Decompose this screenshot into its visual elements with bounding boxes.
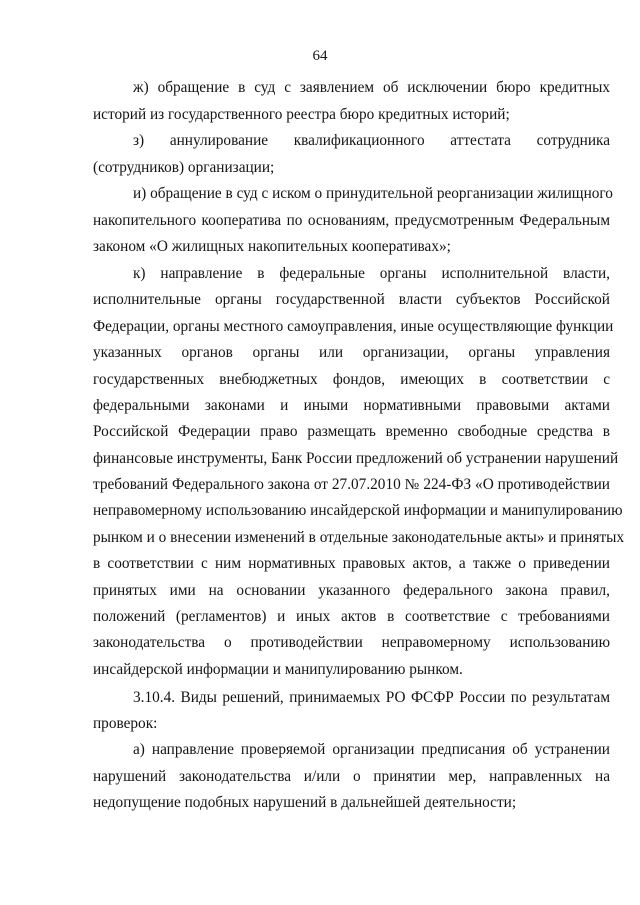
text-line: (сотрудников) организации; (93, 159, 275, 176)
text-line: рынком и о внесении изменений в отдельные законодательные акты» и принятых (93, 529, 625, 546)
text-line: и) обращение в суд с иском о принудительной реорганизации жилищного (133, 185, 613, 202)
text-line: Российской Федерации право размещать временно свободные средства в (93, 423, 610, 440)
text-line: государственных внебюджетных фондов, имеющих в соответствии с (93, 371, 610, 388)
text-line: принятых ими на основании указанного федерального закона правил, (93, 582, 610, 599)
text-line: законом «О жилищных накопительных кооперативах»; (93, 238, 451, 255)
text-line: федеральными законами и иными нормативными правовыми актами (93, 397, 610, 414)
text-line: исполнительные органы государственной власти субъектов Российской (93, 291, 610, 308)
text-line: ж) обращение в суд с заявлением об исключении бюро кредитных (133, 79, 610, 96)
text-line: требований Федерального закона от 27.07.2010 № 224-ФЗ «О противодействии (93, 476, 610, 493)
text-line: а) направление проверяемой организации предписания об устранении (133, 741, 610, 758)
text-line: указанных органов органы или организации, органы управления (93, 344, 610, 361)
text-line: 3.10.4. Виды решений, принимаемых РО ФСФР России по результатам (133, 689, 610, 706)
text-line: з) аннулирование квалификационного аттестата сотрудника (133, 132, 610, 149)
text-line: финансовые инструменты, Банк России предложений об устранении нарушений (93, 450, 619, 467)
text-line: в соответствии с ним нормативных правовых актов, а также о приведении (93, 555, 610, 572)
text-line: неправомерному использованию инсайдерской информации и манипулированию (93, 502, 623, 519)
text-line: положений (регламентов) и иных актов в соответствие с требованиями (93, 608, 610, 625)
text-line: к) направление в федеральные органы исполнительной власти, (133, 265, 610, 282)
text-line: законодательства о противодействии неправомерному использованию (93, 634, 610, 651)
text-line: недопущение подобных нарушений в дальнейшей деятельности; (93, 794, 517, 811)
text-line: Федерации, органы местного самоуправления, иные осуществляющие функции (93, 318, 614, 335)
text-line: нарушений законодательства и/или о принятии мер, направленных на (93, 768, 610, 785)
text-line: историй из государственного реестра бюро кредитных историй; (93, 106, 510, 123)
text-line: накопительного кооператива по основаниям, предусмотренным Федеральным (93, 212, 610, 229)
text-line: проверок: (93, 715, 158, 732)
page-number: 64 (312, 48, 328, 64)
text-line: инсайдерской информации и манипулированию рынком. (93, 661, 463, 678)
